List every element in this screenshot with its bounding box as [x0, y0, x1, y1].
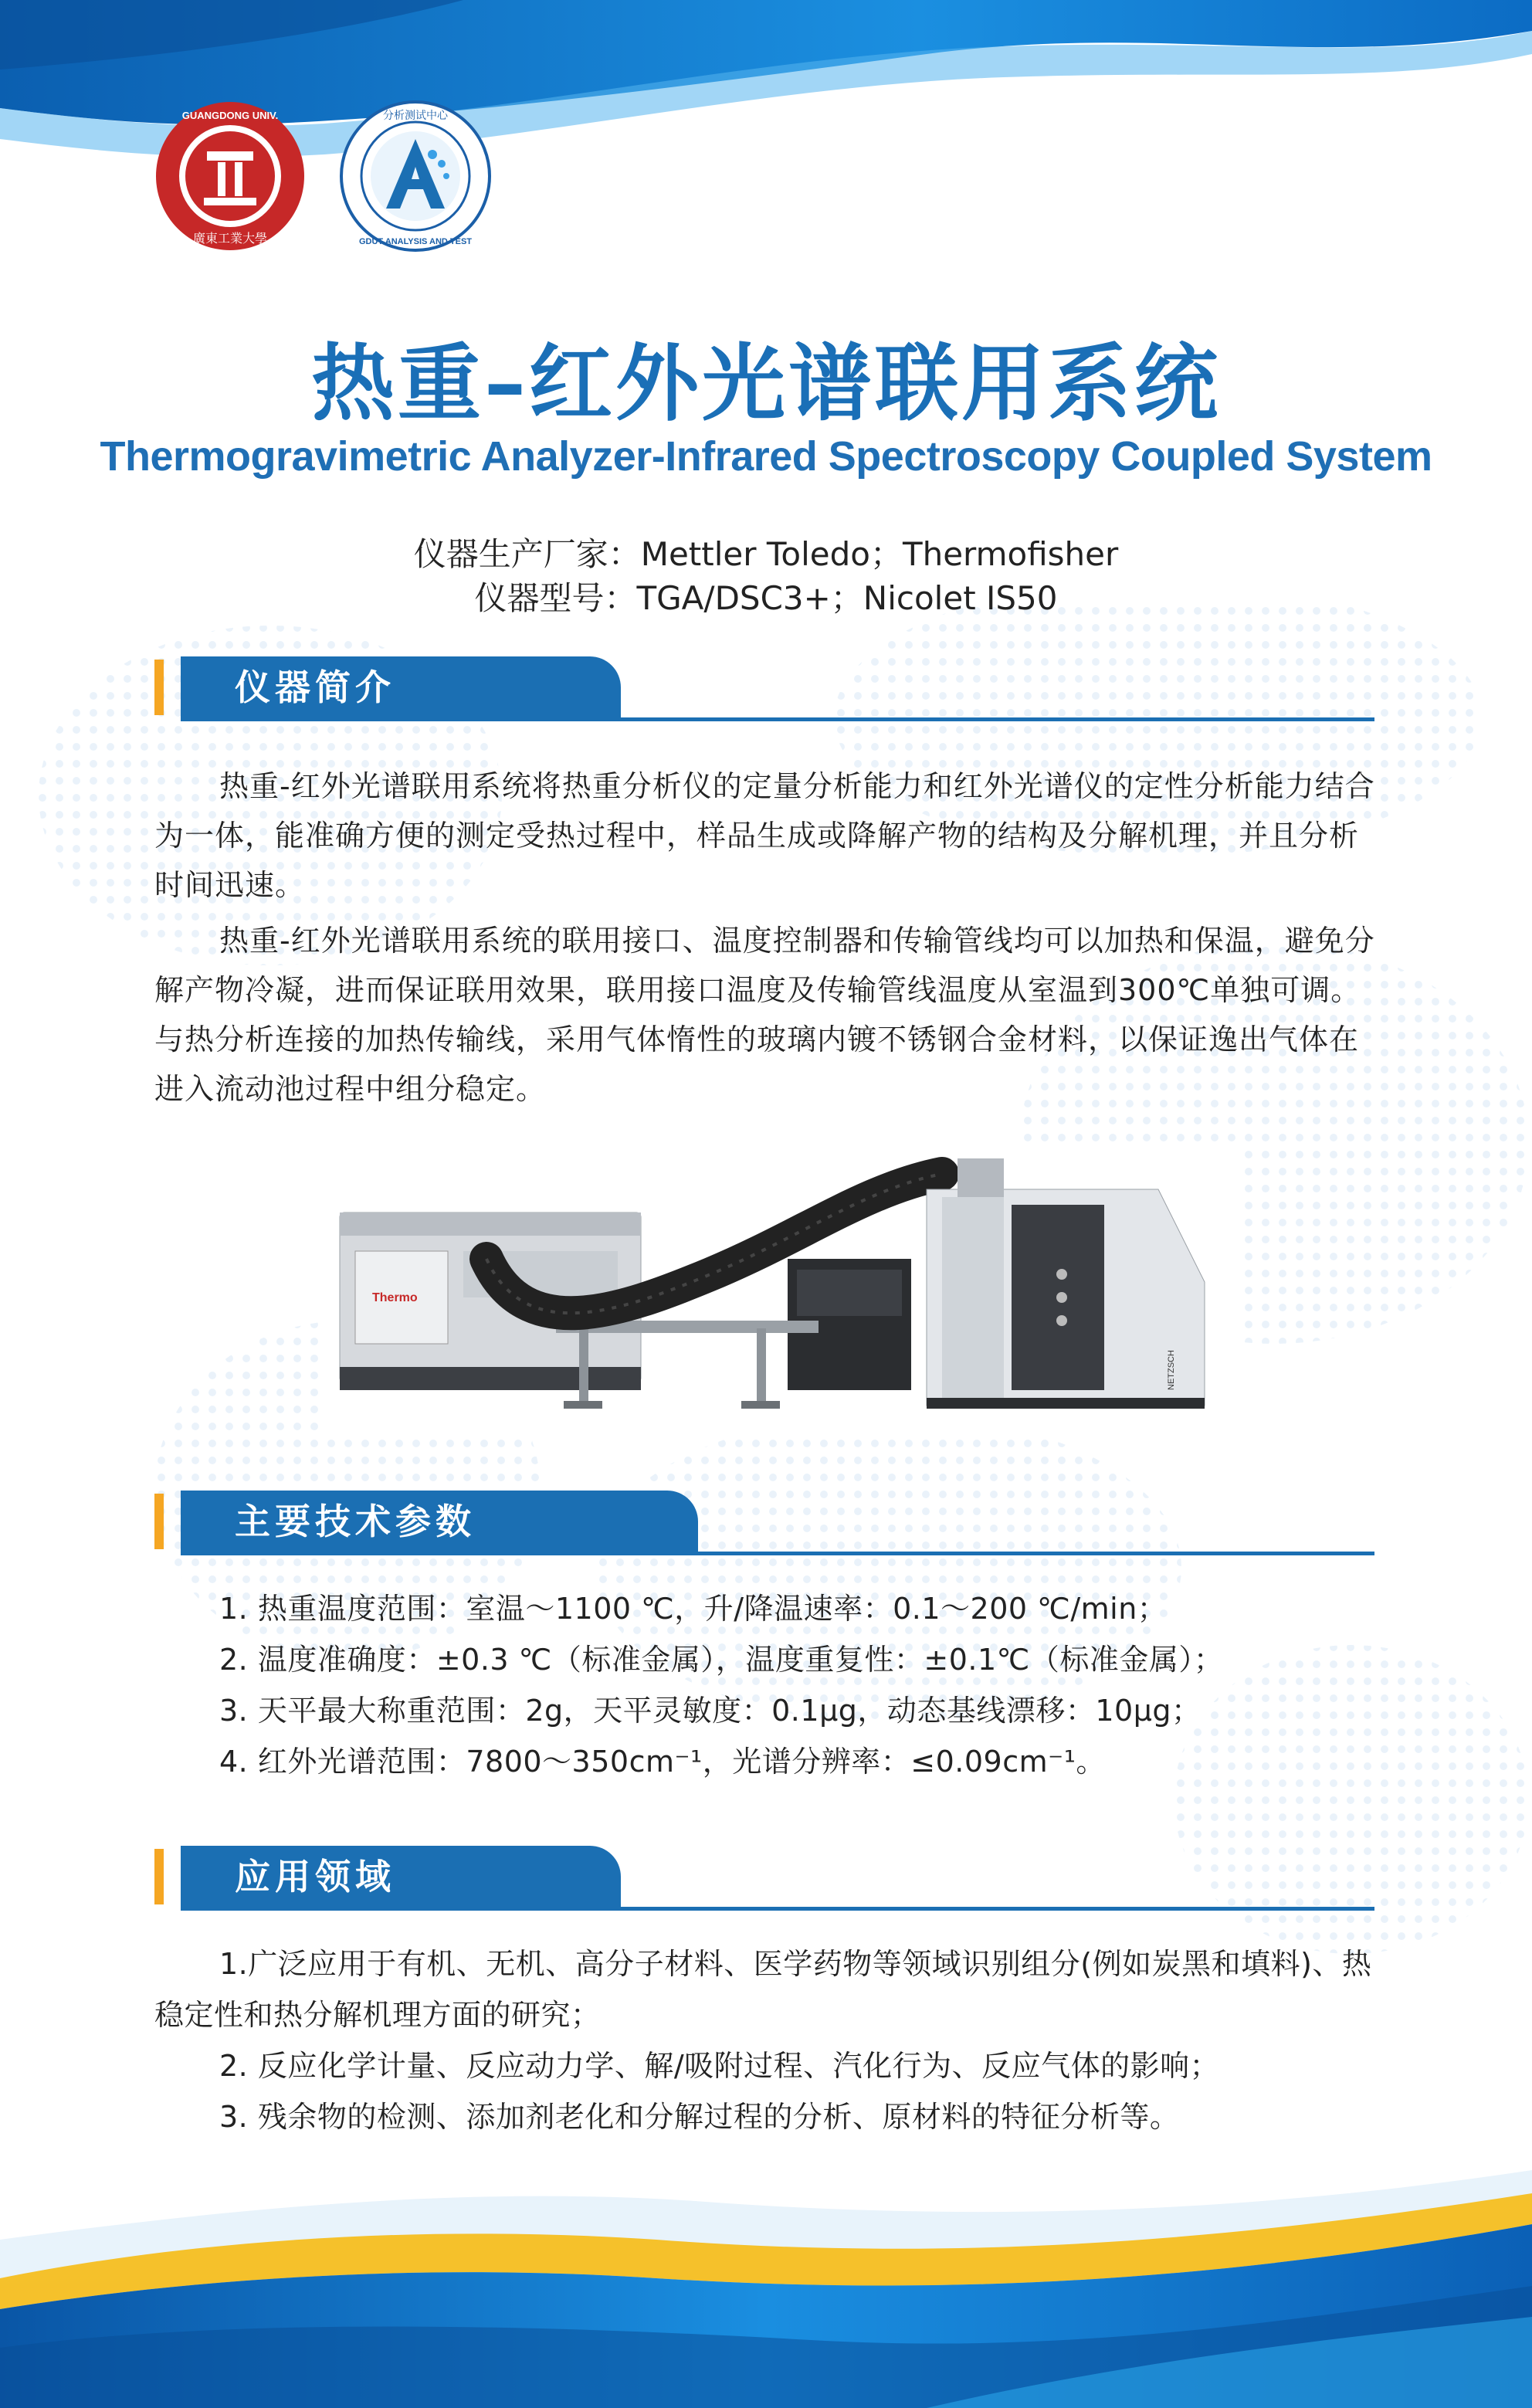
svg-text:GUANGDONG UNIV.: GUANGDONG UNIV.	[181, 110, 279, 121]
list-item: 2. 温度准确度：±0.3 ℃（标准金属），温度重复性：±0.1℃（标准金属）；	[219, 1643, 1224, 1677]
title-chinese: 热重–红外光谱联用系统	[310, 336, 1221, 432]
svg-text:分析测试中心: 分析测试中心	[383, 110, 448, 122]
section-header-intro	[154, 656, 1374, 718]
gdut-university-logo	[154, 100, 306, 252]
list-item: 1.广泛应用于有机、无机、高分子材料、医学药物等领域识别组分(例如炭黑和填料)、热稳定性和热分解机理方面的研究；	[154, 1947, 1372, 2032]
model-line: 仪器型号：TGA/DSC3+；Nicolet IS50	[474, 579, 1058, 617]
svg-text:廣東工業大學: 廣東工業大學	[192, 231, 268, 246]
title-english: Thermogravimetric Analyzer-Infrared Spectroscopy Coupled System	[100, 433, 1432, 480]
tga-brand: NETZSCH	[1167, 1350, 1176, 1390]
instrument-photo	[324, 1143, 1235, 1436]
list-item: 3. 残余物的检测、添加剂老化和分解过程的分析、原材料的特征分析等。	[219, 2100, 1180, 2134]
section-header-params	[154, 1491, 1374, 1552]
manufacturer-line: 仪器生产厂家：Mettler Toledo；Thermofisher	[413, 535, 1119, 573]
section-underline	[181, 1907, 1374, 1911]
svg-text:GDUT ANALYSIS AND TEST: GDUT ANALYSIS AND TEST	[358, 237, 473, 246]
list-item: 1. 热重温度范围：室温～1100 ℃，升/降温速率：0.1～200 ℃/min；	[219, 1592, 1168, 1626]
accent-bar	[154, 1494, 164, 1549]
section-underline	[181, 717, 1374, 721]
section-title: 应用领域	[181, 1846, 621, 1908]
accent-bar	[154, 660, 164, 715]
apps-list	[154, 1938, 1382, 2142]
intro-paragraph-2: 热重-红外光谱联用系统的联用接口、温度控制器和传输管线均可以加热和保温，避免分解产物冷凝，进而保证联用效果，联用接口温度及传输管线温度从室温到300℃单独可调。与热分析连接的加热传输线，采用气体惰性的玻璃内镀不锈钢合金材料，以保证逸出气体在进入流动池过程中组分稳定。	[154, 924, 1375, 1106]
accent-bar	[154, 1849, 164, 1904]
section-header-apps	[154, 1846, 1374, 1908]
ftir-brand: Thermo	[372, 1291, 418, 1304]
params-list	[154, 1583, 1382, 1787]
section-title: 仪器简介	[181, 656, 621, 718]
list-item: 4. 红外光谱范围：7800～350cm⁻¹，光谱分辨率：≤0.09cm⁻¹。	[219, 1745, 1106, 1779]
analysis-test-center-logo	[340, 100, 491, 252]
list-item: 3. 天平最大称重范围：2g，天平灵敏度：0.1μg，动态基线漂移：10μg；	[219, 1694, 1202, 1728]
intro-paragraph-1: 热重-红外光谱联用系统将热重分析仪的定量分析能力和红外光谱仪的定性分析能力结合为一体，能准确方便的测定受热过程中，样品生成或降解产物的结构及分解机理，并且分析时间迅速。	[154, 769, 1375, 902]
section-underline	[181, 1552, 1374, 1555]
section-title: 主要技术参数	[181, 1491, 698, 1552]
list-item: 2. 反应化学计量、反应动力学、解/吸附过程、汽化行为、反应气体的影响；	[219, 2049, 1220, 2083]
